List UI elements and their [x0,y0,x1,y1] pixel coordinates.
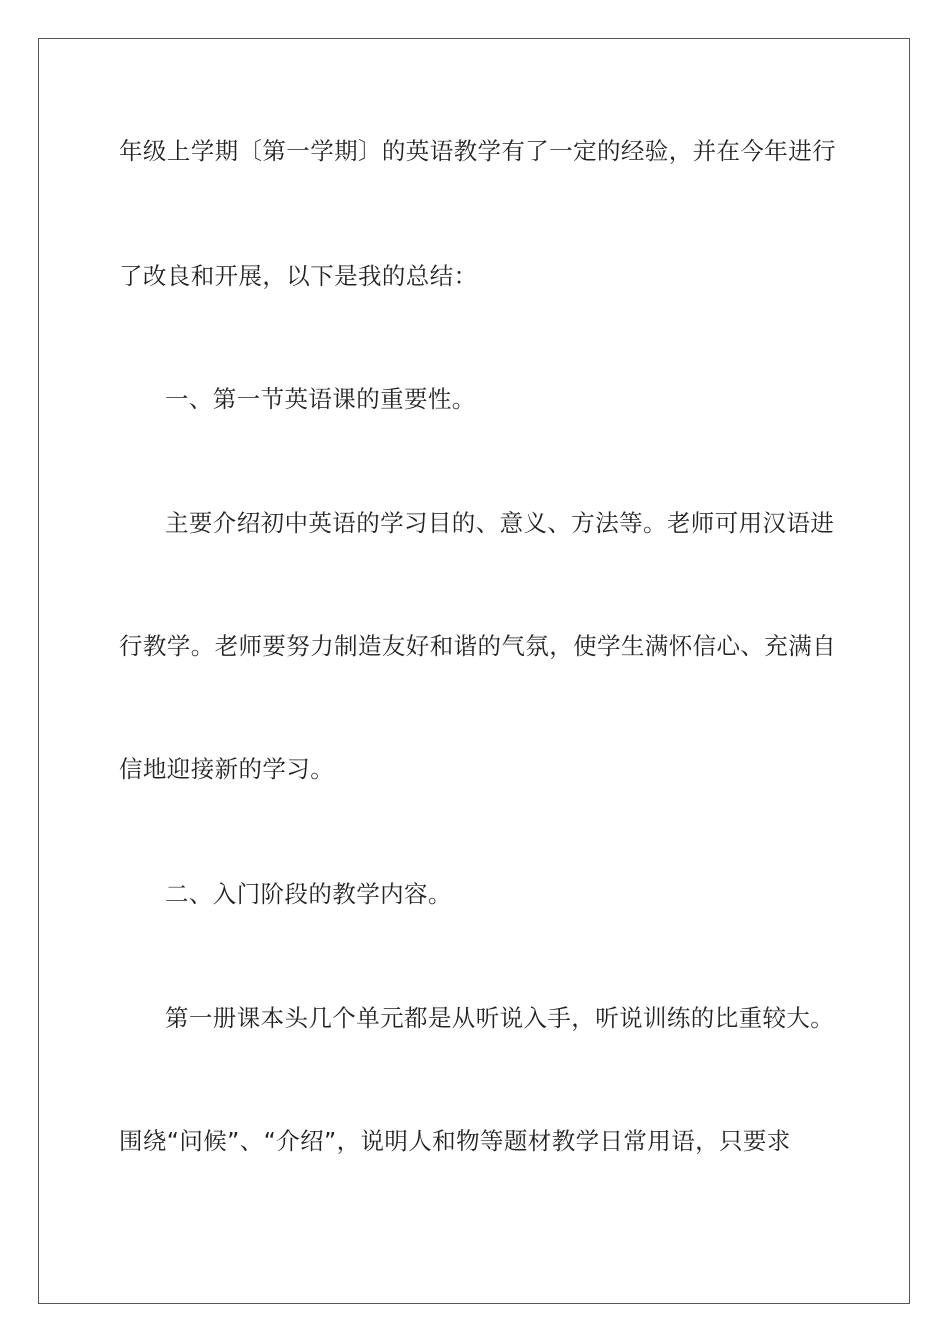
paragraph-line: 了改良和开展，以下是我的总结： [119,262,478,290]
paragraph-line: 第一册课本头几个单元都是从听说入手，听说训练的比重较大。 [165,1004,835,1032]
section-heading: 二、入门阶段的教学内容。 [165,880,452,908]
paragraph-line: 年级上学期〔第一学期〕的英语教学有了一定的经验，并在今年进行 [119,137,836,165]
paragraph-line: 围绕“问候”、“介绍”，说明人和物等题材教学日常用语，只要求 [119,1127,791,1155]
paragraph-line: 信地迎接新的学习。 [119,755,335,783]
section-heading: 一、第一节英语课的重要性。 [165,385,476,413]
paragraph-line: 行教学。老师要努力制造友好和谐的气氛，使学生满怀信心、充满自 [119,632,836,660]
paragraph-line: 主要介绍初中英语的学习目的、意义、方法等。老师可用汉语进 [165,509,835,537]
document-page [38,38,910,1304]
